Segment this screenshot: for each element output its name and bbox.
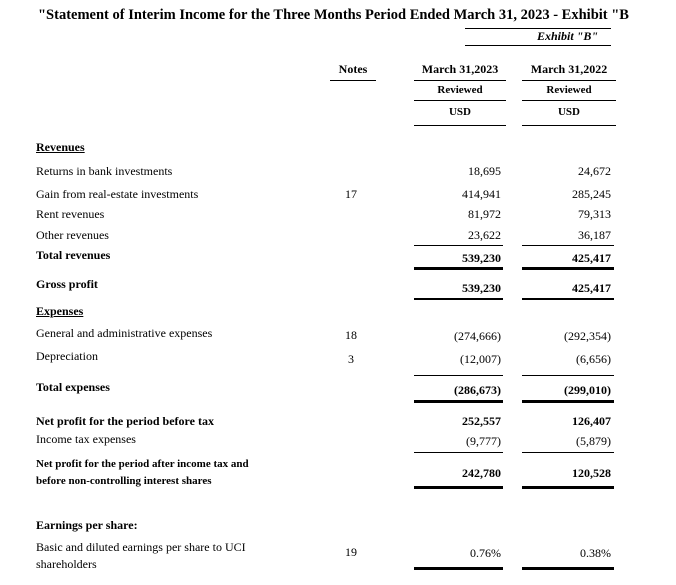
expenses-subtotal-rule-2023: [414, 375, 503, 376]
row-value-2022: 285,245: [572, 187, 611, 201]
row-label-continued: before non-controlling interest shares: [36, 475, 212, 487]
row-label: Net profit for the period before tax: [36, 414, 214, 428]
row-value-2022: 36,187: [578, 228, 611, 242]
row-note: 3: [348, 352, 354, 366]
row-value-2022: 425,417: [572, 251, 611, 265]
section-expenses: Expenses: [36, 304, 84, 318]
col2-period: March 31,2022: [530, 62, 608, 76]
row-value-2023: (274,666): [454, 329, 501, 343]
row-label: Depreciation: [36, 349, 98, 363]
eps-rule-2023: [414, 567, 503, 570]
row-label: Basic and diluted earnings per share to UCI: [36, 540, 246, 554]
col1-currency: USD: [448, 106, 471, 118]
expenses-total-rule-2022: [522, 400, 614, 403]
row-value-2023: (12,007): [460, 352, 501, 366]
row-label: Total expenses: [36, 380, 110, 394]
np-total-rule-2023: [414, 486, 503, 489]
section-revenues: Revenues: [36, 140, 85, 154]
col2-period-rule: [522, 80, 616, 81]
col2-status: Reviewed: [546, 84, 592, 96]
row-value-2023: 23,622: [468, 228, 501, 242]
subtotal-rule-2023: [414, 245, 503, 246]
row-value-2022: 120,528: [572, 466, 611, 480]
row-value-2023: (9,777): [466, 434, 501, 448]
row-label: Income tax expenses: [36, 432, 136, 446]
row-label: Net profit for the period after income tax and: [36, 458, 249, 470]
gross-rule-2022: [522, 298, 614, 300]
col1-period-rule: [414, 80, 506, 81]
col1-status-rule: [414, 100, 506, 101]
total-rule-2023: [414, 267, 503, 270]
np-subtotal-rule-2023: [414, 452, 503, 453]
row-value-2023: 81,972: [468, 207, 501, 221]
row-label: Returns in bank investments: [36, 164, 173, 178]
row-value-2023: 414,941: [462, 187, 501, 201]
notes-header: Notes: [338, 62, 368, 76]
section-eps: Earnings per share:: [36, 518, 138, 532]
col1-period: March 31,2023: [421, 62, 499, 76]
row-value-2022: (292,354): [564, 329, 611, 343]
row-note: 17: [345, 187, 357, 201]
row-value-2022: 126,407: [572, 414, 611, 428]
row-value-2023: 539,230: [462, 281, 501, 295]
row-label: Rent revenues: [36, 207, 105, 221]
np-subtotal-rule-2022: [522, 452, 614, 453]
row-value-2023: 18,695: [468, 164, 501, 178]
expenses-subtotal-rule-2022: [522, 375, 614, 376]
subtotal-rule-2022: [522, 245, 614, 246]
eps-rule-2022: [522, 567, 614, 570]
row-value-2022: 425,417: [572, 281, 611, 295]
total-rule-2022: [522, 267, 614, 270]
row-note: 18: [345, 328, 357, 342]
row-value-2023: 539,230: [462, 251, 501, 265]
exhibit-underline: [465, 45, 611, 46]
exhibit-label: Exhibit "B": [537, 29, 599, 43]
row-value-2023: (286,673): [454, 383, 501, 397]
row-label: Gain from real-estate investments: [36, 187, 199, 201]
col1-currency-rule: [414, 125, 506, 126]
row-label: General and administrative expenses: [36, 326, 213, 340]
row-value-2022: (299,010): [564, 383, 611, 397]
document-title: "Statement of Interim Income for the Three Months Period Ended March 31, 2023 - Exhibit "B: [38, 7, 629, 23]
row-value-2022: 0.38%: [580, 546, 611, 560]
row-value-2023: 0.76%: [470, 546, 501, 560]
row-value-2022: (6,656): [576, 352, 611, 366]
row-value-2023: 242,780: [462, 466, 501, 480]
notes-header-rule: [330, 80, 376, 81]
gross-rule-2023: [414, 298, 503, 300]
np-total-rule-2022: [522, 486, 614, 489]
row-label: Gross profit: [36, 277, 98, 291]
row-label: Other revenues: [36, 228, 109, 242]
row-value-2022: 24,672: [578, 164, 611, 178]
row-value-2022: 79,313: [578, 207, 611, 221]
row-note: 19: [345, 545, 357, 559]
row-label-continued: shareholders: [36, 557, 97, 571]
col1-status: Reviewed: [437, 84, 483, 96]
col2-currency-rule: [522, 125, 616, 126]
row-label: Total revenues: [36, 248, 111, 262]
col2-status-rule: [522, 100, 616, 101]
row-value-2023: 252,557: [462, 414, 501, 428]
col2-currency: USD: [557, 106, 580, 118]
row-value-2022: (5,879): [576, 434, 611, 448]
expenses-total-rule-2023: [414, 400, 503, 403]
